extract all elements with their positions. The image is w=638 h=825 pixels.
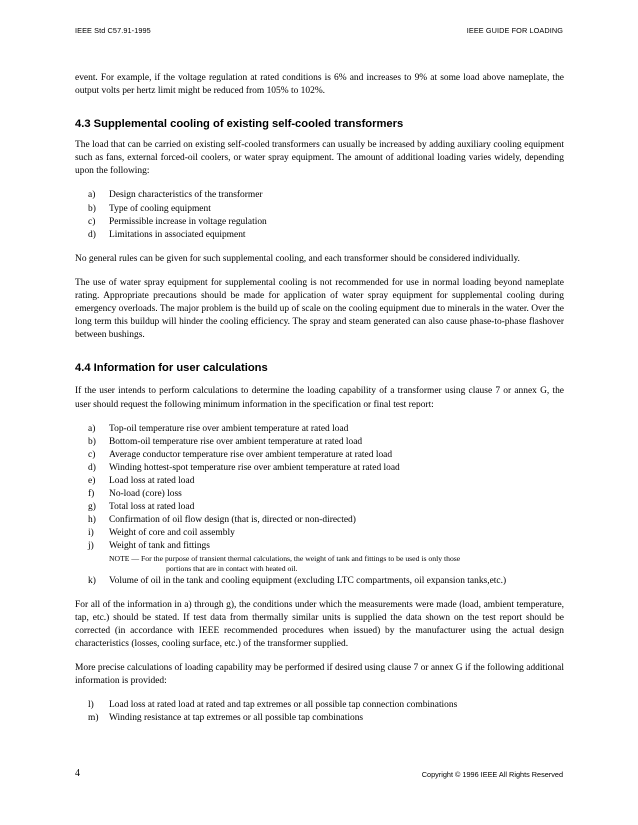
- list-item-label: i): [88, 528, 94, 539]
- list-item-text: Winding hottest-spot temperature rise over ambient temperature at rated load: [109, 462, 400, 473]
- list-item-text: Design characteristics of the transformer: [109, 190, 263, 201]
- oil-volume-list: [75, 575, 564, 588]
- list-item-text: Volume of oil in the tank and cooling equipment (excluding LTC compartments, oil expansion tanks,etc.): [109, 575, 507, 586]
- list-item-label: f): [88, 489, 95, 500]
- list-item-label: b): [88, 436, 96, 447]
- list-item-label: c): [88, 216, 96, 227]
- list-item: [75, 501, 564, 514]
- running-header-right: IEEE GUIDE FOR LOADING: [466, 26, 563, 35]
- list-item-text: Load loss at rated load at rated and tap extremes or all possible tap connection combinations: [109, 700, 458, 711]
- list-item-label: a): [88, 190, 96, 201]
- list-item-label: b): [88, 203, 96, 214]
- list-item-text: Weight of core and coil assembly: [109, 528, 235, 539]
- list-item-label: d): [88, 462, 96, 473]
- list-item-label: c): [88, 449, 96, 460]
- list-item-text: Weight of tank and fittings: [109, 541, 210, 552]
- list-item: [75, 189, 564, 202]
- list-item-text: Total loss at rated load: [109, 502, 195, 513]
- list-item: [75, 423, 564, 436]
- note-line-1: NOTE — For the purpose of transient thermal calculations, the weight of tank and fittings to be used is only those: [109, 553, 461, 563]
- page-body: [75, 72, 564, 725]
- list-item-label: k): [88, 575, 96, 586]
- list-item-label: j): [88, 541, 94, 552]
- list-item-text: Confirmation of oil flow design (that is, directed or non-directed): [109, 515, 356, 526]
- list-item: [75, 449, 564, 462]
- list-item-text: Load loss at rated load: [109, 475, 195, 486]
- section-4-3-paragraph-3: The use of water spray equipment for supplemental cooling is not recommended for use in normal loading beyond nameplate rating. Appropriate precautions should be made for application of water spray equipment for supplemental cooling during emergency overloads. The major problem is the build up of scale on the cooling equipment due to minerals in the water. Over the long term this buildup will hinder the cooling efficiency. The spray and steam generated can also cause phase-to-phase flashover between bushings.: [75, 277, 564, 341]
- list-item-label: h): [88, 515, 96, 526]
- list-item-text: Limitations in associated equipment: [109, 229, 246, 240]
- cooling-factors-list: [75, 189, 564, 241]
- list-item: [75, 462, 564, 475]
- list-item-label: e): [88, 475, 96, 486]
- list-item: [75, 229, 564, 242]
- list-item-label: g): [88, 502, 96, 513]
- note-line-2: portions that are in contact with heated oil.: [166, 563, 298, 573]
- list-item-text: Average conductor temperature rise over ambient temperature at rated load: [109, 449, 393, 460]
- list-item: [75, 575, 564, 588]
- additional-information-list: [75, 699, 564, 725]
- list-item: [75, 527, 564, 540]
- list-item: [75, 488, 564, 501]
- list-item-text: Top-oil temperature rise over ambient temperature at rated load: [109, 423, 349, 434]
- list-item: [75, 203, 564, 216]
- list-item: [75, 514, 564, 527]
- list-item-text: Winding resistance at tap extremes or all possible tap combinations: [109, 713, 364, 724]
- intro-paragraph: event. For example, if the voltage regulation at rated conditions is 6% and increases to 9% at some load above nameplate, the output volts per hertz limit might be reduced from 105% to 102%.: [75, 73, 564, 97]
- section-4-3-paragraph-2: No general rules can be given for such supplemental cooling, and each transformer should be considered individually.: [75, 253, 520, 264]
- section-4-4-paragraph-1: If the user intends to perform calculations to determine the loading capability of a transformer using clause 7 or annex G, the user should request the following minimum information in the specification or final test report:: [75, 386, 564, 410]
- list-item: [75, 712, 564, 725]
- list-item: [75, 540, 564, 553]
- list-item-label: m): [88, 713, 99, 724]
- section-4-4-paragraph-3: More precise calculations of loading capability may be performed if desired using clause 7 or annex G if the following additional information is provided:: [75, 663, 564, 687]
- running-header-left: IEEE Std C57.91-1995: [75, 26, 151, 35]
- list-item-label: a): [88, 423, 96, 434]
- list-item-text: Type of cooling equipment: [109, 203, 211, 214]
- list-item-text: Bottom-oil temperature rise over ambient temperature at rated load: [109, 436, 363, 447]
- list-item: [75, 475, 564, 488]
- list-item: [75, 216, 564, 229]
- page-number: 4: [75, 768, 80, 779]
- note: [75, 554, 564, 574]
- list-item-label: l): [88, 700, 94, 711]
- copyright-notice: Copyright © 1996 IEEE All Rights Reserved: [421, 770, 563, 779]
- section-4-3-heading: 4.3 Supplemental cooling of existing self-cooled transformers: [75, 118, 404, 131]
- section-4-3-paragraph-1: The load that can be carried on existing self-cooled transformers can usually be increased by adding auxiliary cooling equipment such as fans, external forced-oil coolers, or water spray equipment. The amount of additional loading varies widely, depending upon the following:: [75, 140, 564, 177]
- list-item-text: Permissible increase in voltage regulation: [109, 216, 267, 227]
- list-item: [75, 436, 564, 449]
- minimum-information-list: [75, 423, 564, 554]
- section-4-4-heading: 4.4 Information for user calculations: [75, 362, 268, 375]
- list-item: [75, 699, 564, 712]
- list-item-text: No-load (core) loss: [109, 489, 182, 500]
- section-4-4-paragraph-2: For all of the information in a) through g), the conditions under which the measurements were made (load, ambient temperature, tap, etc.) should be stated. If test data from thermally similar units is supplied the data shown on the test report should be corrected (in accordance with IEEE recommended procedures when issued) by the manufacturer using the actual design characteristics (losses, cooling surface, etc.) of the transformer supplied.: [75, 599, 564, 649]
- list-item-label: d): [88, 229, 96, 240]
